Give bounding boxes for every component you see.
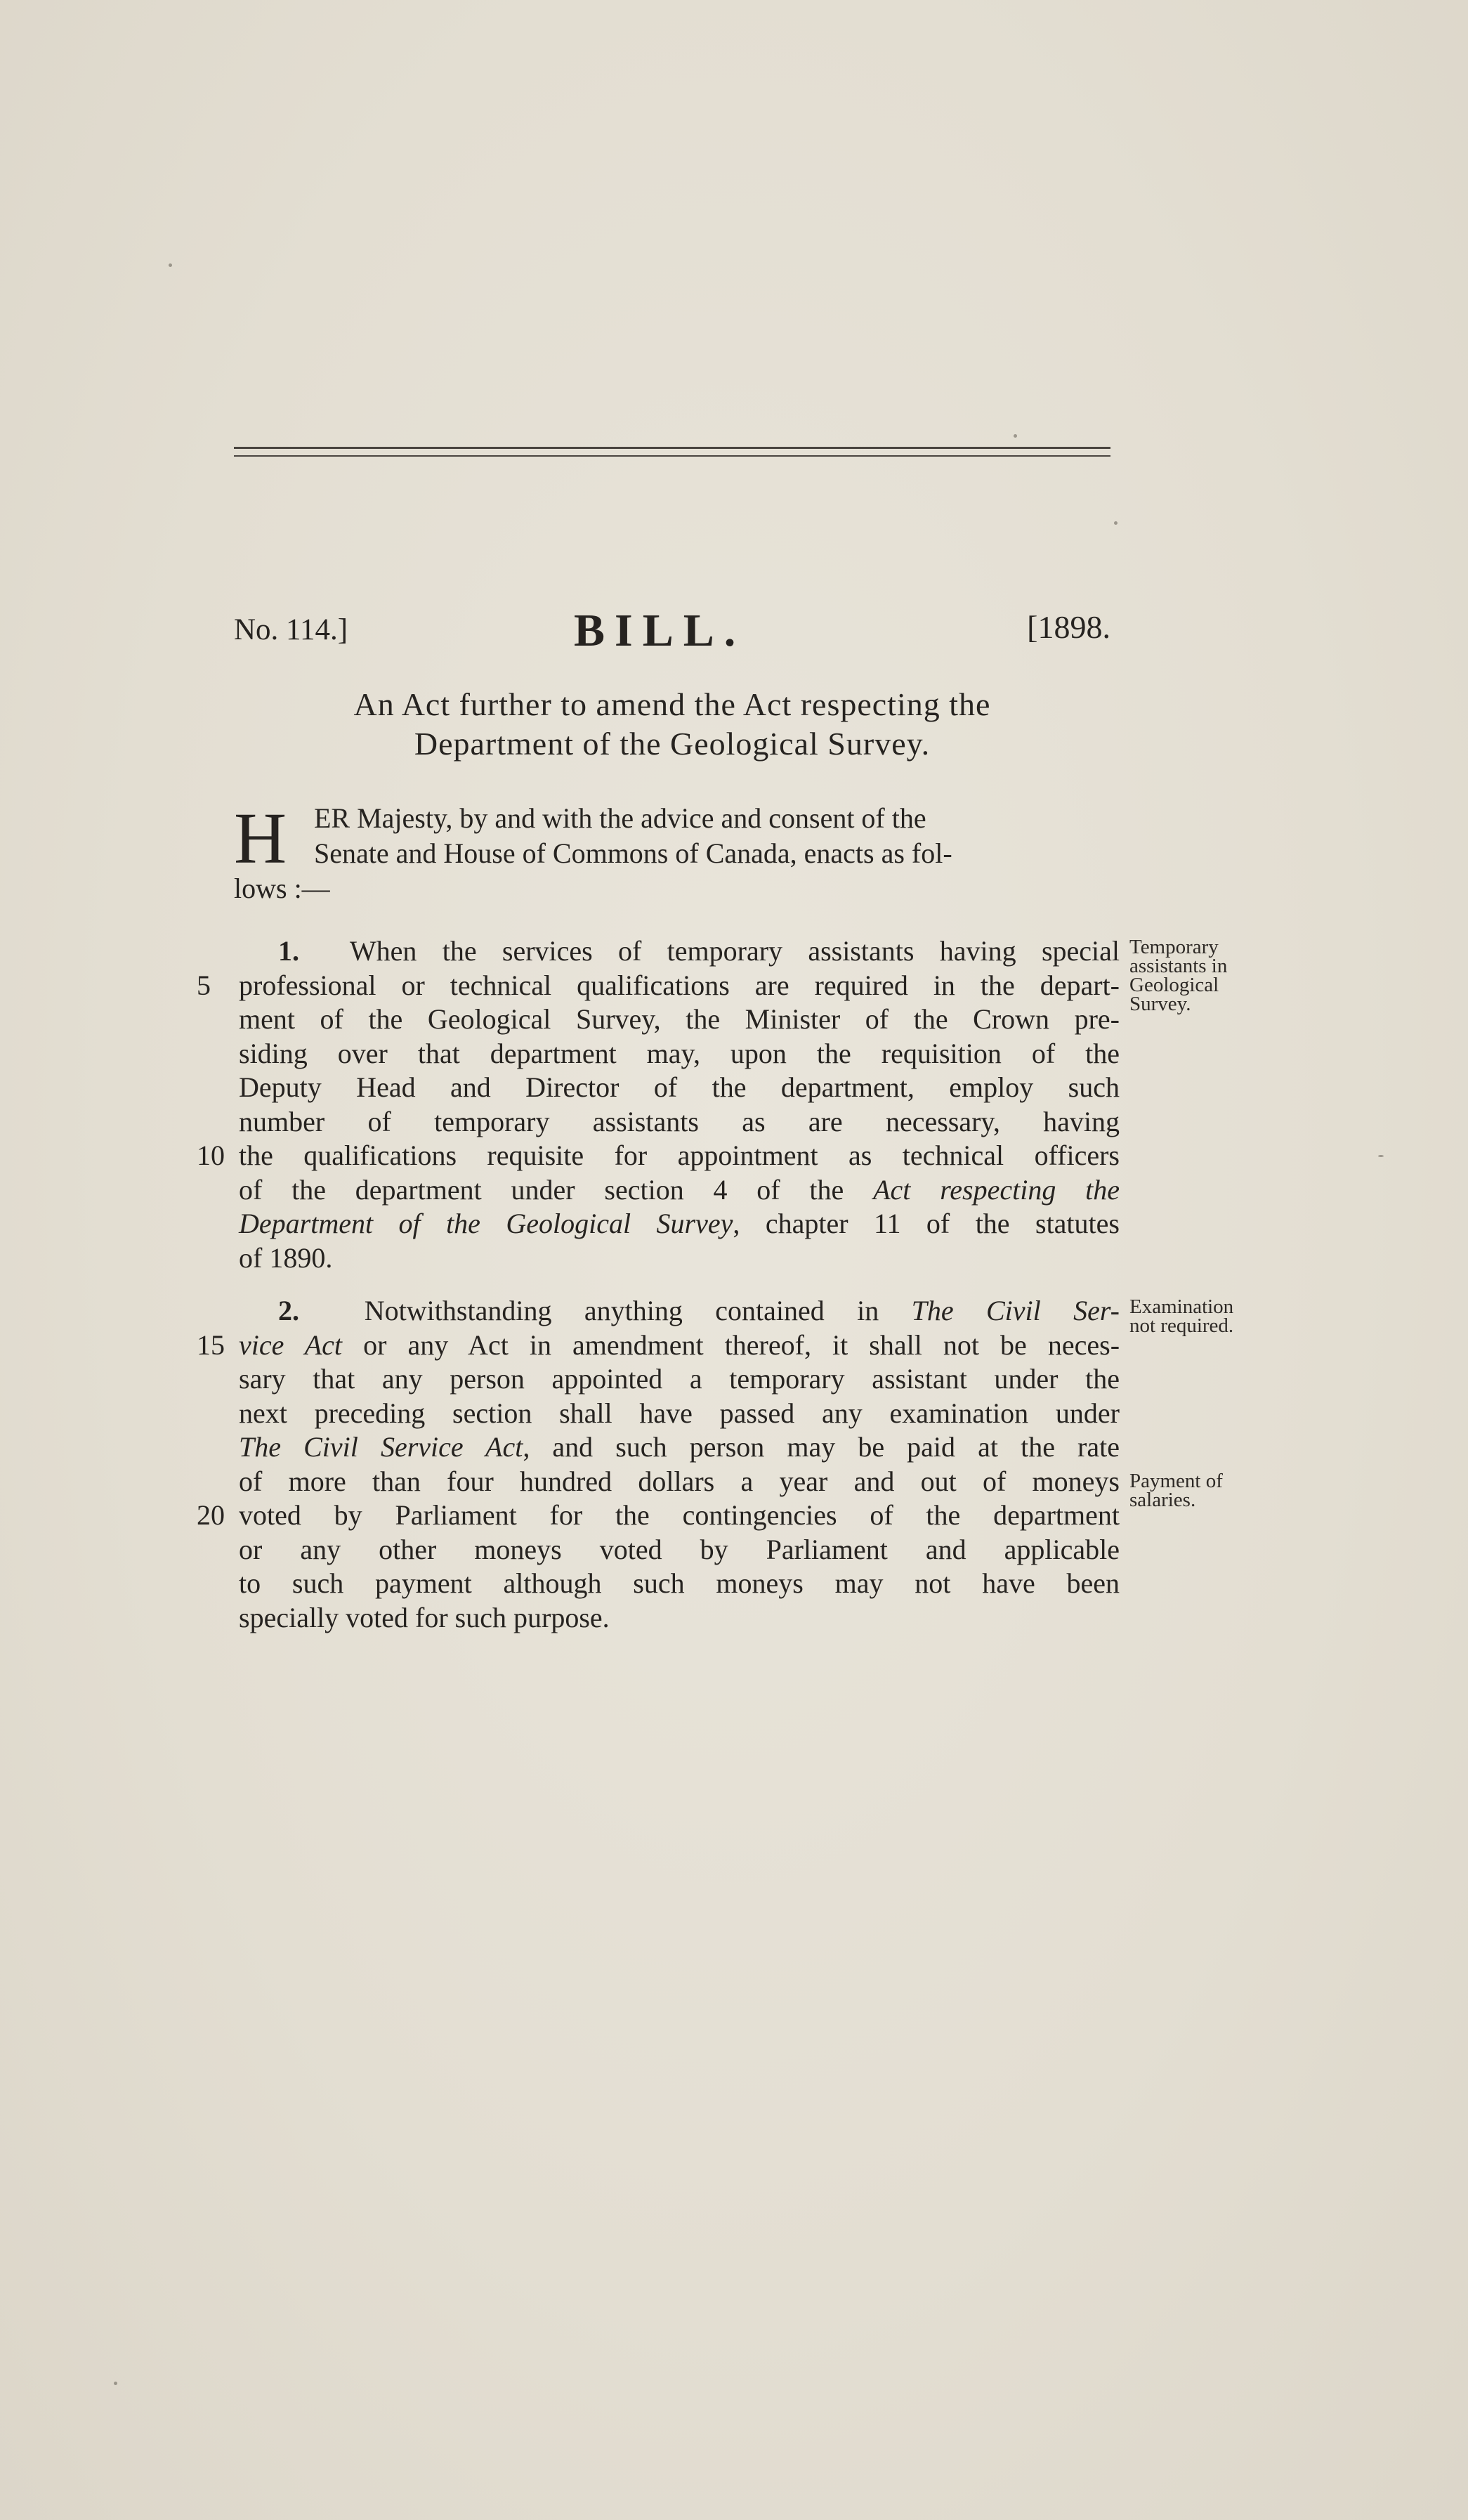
section-number: 2.: [278, 1295, 299, 1326]
paper-speck: [1114, 521, 1118, 525]
section-line: 15 vice Act or any Act in amendment thereof, it shall not be neces-: [239, 1328, 1120, 1363]
section-line: Department of the Geological Survey, chapter 11 of the statutes: [239, 1208, 1120, 1239]
top-rule: [234, 447, 1110, 449]
enacting-clause: [234, 798, 1110, 906]
enacting-line: lows :—: [234, 873, 330, 904]
act-title-line: An Act further to amend the Act respecting the: [353, 686, 991, 722]
section-line: 5 professional or technical qualifications are required in the depart-: [239, 969, 1120, 1003]
section-line: 1. When the services of temporary assistants having special: [278, 935, 1120, 967]
line-number: 20: [197, 1499, 225, 1531]
bill-header: [234, 604, 1110, 660]
section-line: of the department under section 4 of the Act respecting the: [239, 1173, 1120, 1206]
line-number: 15: [197, 1328, 225, 1361]
bill-number: No. 114.]: [234, 613, 348, 646]
marginal-note-payment: Payment of salaries.: [1129, 1470, 1223, 1511]
section-line: 10 the qualifications requisite for appointment as technical officers: [239, 1139, 1120, 1173]
paper-speck: [1378, 1155, 1384, 1157]
section-line: Deputy Head and Director of the department, employ such: [239, 1071, 1120, 1103]
section-line: ment of the Geological Survey, the Minister of the Crown pre-: [239, 1003, 1120, 1035]
section-line: specially voted for such purpose.: [239, 1601, 610, 1633]
section-line: of 1890.: [239, 1241, 333, 1274]
marginal-note-temporary-assistants: Temporary assistants in Geological Survey.: [1129, 936, 1228, 1015]
section-line: 2. Notwithstanding anything contained in The Civil Ser-: [278, 1295, 1120, 1326]
section-number: 1.: [278, 935, 299, 967]
section-line: The Civil Service Act, and such person may be paid at the rate: [239, 1431, 1120, 1463]
section-line: number of temporary assistants as are necessary, having: [239, 1105, 1120, 1137]
section-line: 20 voted by Parliament for the contingencies of the department: [239, 1499, 1120, 1533]
top-rule-thin: [234, 455, 1110, 457]
enacting-line: Senate and House of Commons of Canada, enacts as fol-: [314, 837, 952, 869]
act-title-line: Department of the Geological Survey.: [414, 726, 931, 762]
marginal-note-examination: Examination not required.: [1129, 1295, 1234, 1337]
section-line: sary that any person appointed a temporary assistant under the: [239, 1363, 1120, 1395]
paper-speck: [169, 263, 172, 267]
bill-title: BILL.: [574, 605, 746, 656]
drop-cap: H: [234, 798, 287, 879]
section-line: or any other moneys voted by Parliament and applicable: [239, 1533, 1120, 1565]
act-title: [234, 685, 1110, 764]
line-number: 10: [197, 1140, 225, 1171]
section-line: of more than four hundred dollars a year and out of moneys: [239, 1465, 1120, 1497]
section-line: next preceding section shall have passed any examination under: [239, 1397, 1120, 1429]
paper-speck: [114, 2382, 117, 2385]
section-line: siding over that department may, upon the requisition of the: [239, 1037, 1120, 1069]
bill-year: [1898.: [1027, 609, 1110, 645]
paper-speck: [1014, 434, 1017, 438]
section-1: [197, 934, 1120, 1275]
section-2: [197, 1294, 1120, 1635]
line-number: 5: [197, 969, 211, 1001]
enacting-line: ER Majesty, by and with the advice and consent of the: [314, 802, 926, 834]
section-line: to such payment although such moneys may not have been: [239, 1567, 1120, 1599]
